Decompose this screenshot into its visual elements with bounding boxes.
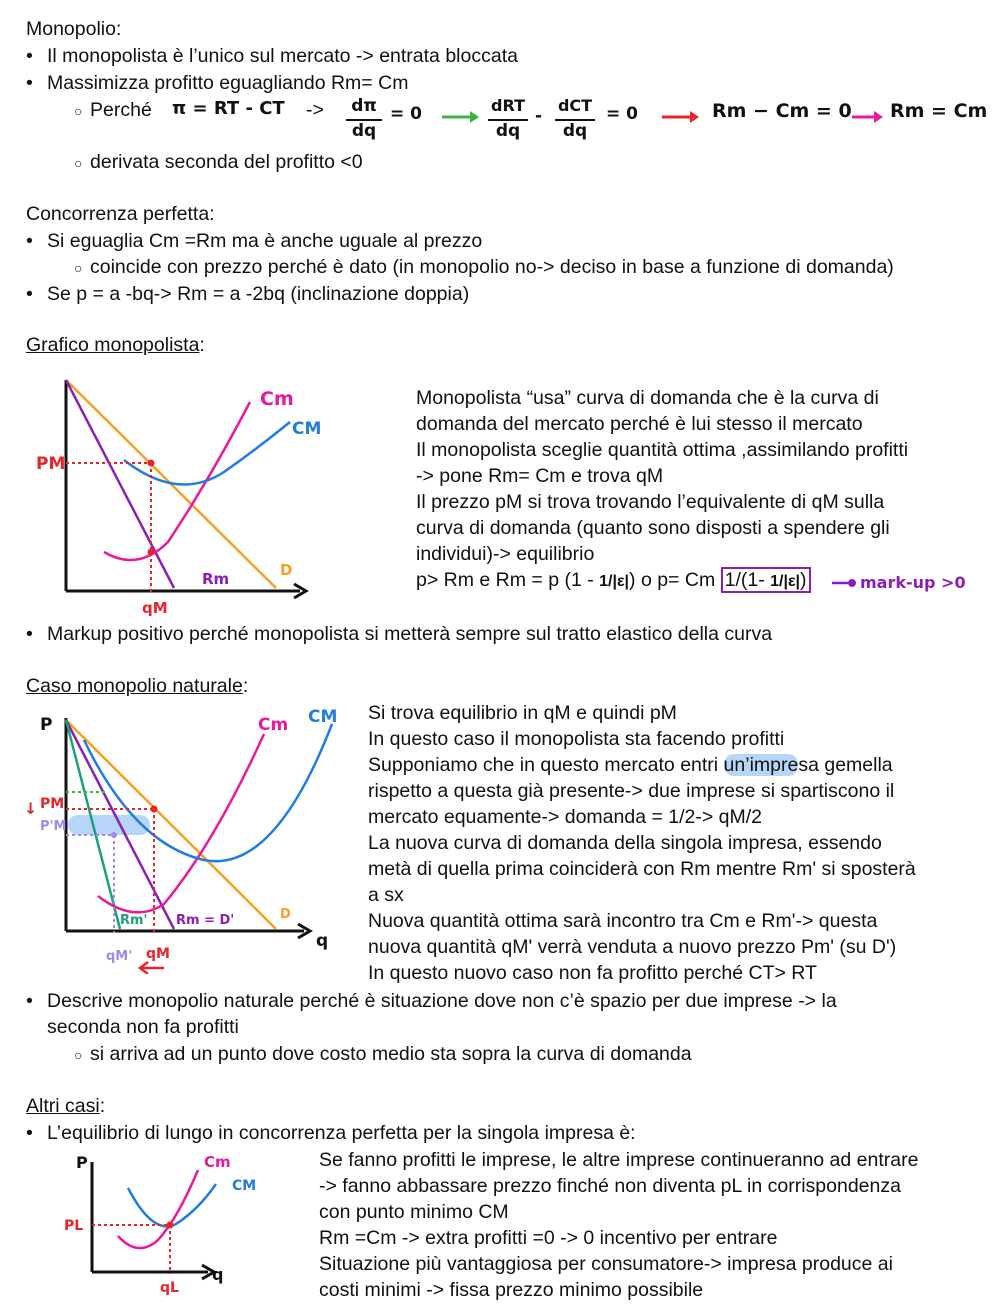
- highlighted-text: un’impre: [723, 754, 799, 776]
- label-cm-avg: CM: [308, 707, 338, 727]
- heading-altri: Altri casi:: [26, 1095, 106, 1117]
- formula-rm-cm-0: Rm − Cm = 0: [712, 100, 852, 122]
- label-p: P: [40, 715, 53, 735]
- label-qm2: qM': [106, 949, 133, 964]
- label-rm2: Rm': [120, 913, 148, 928]
- text-line: Supponiamo che in questo mercato entri un’impresa gemella: [368, 754, 893, 776]
- text-line: Situazione più vantaggiosa per consumatore-> impresa produce ai: [319, 1253, 893, 1275]
- label-q: q: [316, 931, 329, 951]
- text-line: nuova quantità qM' verrà venduta a nuovo prezzo Pm' (su D'): [368, 936, 897, 958]
- marginal-cost-curve: [118, 1170, 198, 1248]
- text-line: curva di domanda (quanto sono disposti a spendere gli: [416, 517, 890, 539]
- green-arrow-icon: [440, 106, 480, 126]
- bullet-item: • Markup positivo perché monopolista si metterà sempre sul tratto elastico della curva: [26, 621, 772, 647]
- label-rm-d: Rm = D': [176, 913, 235, 928]
- bullet-item: • Si eguaglia Cm =Rm ma è anche uguale al prezzo: [26, 228, 482, 254]
- label-pm: PM: [40, 796, 65, 812]
- text-line: Se fanno profitti le imprese, le altre imprese continueranno ad entrare: [319, 1149, 919, 1171]
- bullet-continuation: seconda non fa profitti: [47, 1016, 239, 1038]
- label-cm-marg: Cm: [260, 388, 294, 410]
- text-line: Nuova quantità ottima sarà incontro tra Cm e Rm'-> questa: [368, 910, 878, 932]
- markup-note: mark-up >0: [860, 573, 966, 592]
- purple-arrow-icon: [830, 574, 858, 592]
- formula-dq: dq: [351, 121, 377, 141]
- bullet-item: • Il monopolista è l’unico sul mercato -> entrata bloccata: [26, 43, 518, 69]
- text-line: In questo caso il monopolista sta facendo profitti: [368, 728, 785, 750]
- label-d: D: [280, 907, 291, 922]
- sub-bullet-item: ○ coincide con prezzo perché è dato (in monopolio no-> deciso in base a funzione di domanda): [74, 256, 894, 278]
- bullet-item: • Massimizza profitto eguagliando Rm= Cm: [26, 70, 408, 96]
- text-line: con punto minimo CM: [319, 1201, 509, 1223]
- text-line: rispetto a questa già presente-> due imprese si spartiscono il: [368, 780, 895, 802]
- text-line: costi minimi -> fissa prezzo minimo possibile: [319, 1279, 704, 1301]
- label-d: D: [280, 561, 293, 579]
- marginal-revenue-curve: [66, 380, 174, 588]
- bullet-item: • L’equilibrio di lungo in concorrenza perfetta per la singola impresa è:: [26, 1120, 636, 1146]
- sub-bullet-item: ○ si arriva ad un punto dove costo medio sta sopra la curva di domanda: [74, 1043, 692, 1065]
- formula-dq: dq: [562, 121, 588, 141]
- label-cm-marg: Cm: [204, 1153, 231, 1171]
- text-line: La nuova curva di domanda della singola impresa, essendo: [368, 832, 882, 854]
- bullet-item: • Descrive monopolio naturale perché è situazione dove non c’è spazio per due imprese -> la: [26, 988, 837, 1014]
- sub-bullet-item: ○ Perché: [74, 99, 152, 121]
- label-pm2: P'M: [40, 819, 67, 834]
- red-arrow-icon: [660, 106, 700, 126]
- formula-rm-eq-cm: Rm = Cm: [890, 100, 988, 122]
- label-qm: qM: [146, 946, 170, 962]
- text-line: a sx: [368, 884, 404, 906]
- label-qm: qM: [142, 599, 168, 617]
- text-line: metà di quella prima coinciderà con Rm mentre Rm' si sposterà: [368, 858, 916, 880]
- formula-profit: π = RT - CT: [172, 98, 285, 119]
- text-line: individui)-> equilibrio: [416, 543, 595, 565]
- heading-naturale: Caso monopolio naturale:: [26, 675, 249, 697]
- new-equilibrium-point: [111, 832, 117, 838]
- average-cost-curve: [124, 422, 290, 485]
- grafico-text-block: [416, 385, 908, 595]
- label-cm-avg: CM: [232, 1178, 257, 1194]
- text-line: -> pone Rm= Cm e trova qM: [416, 465, 664, 487]
- text-line: Il prezzo pM si trova trovando l’equivalente di qM sulla: [416, 491, 885, 513]
- chart-monopolio-naturale: [14, 704, 344, 974]
- formula-eq0: = 0: [390, 104, 422, 124]
- formula-dq: dq: [495, 121, 521, 141]
- rm-cm-point: [148, 549, 155, 556]
- label-cm-avg: CM: [292, 419, 322, 439]
- markup-box: 1/(1- 1/|ε|): [721, 567, 811, 593]
- heading-concorrenza: Concorrenza perfetta:: [26, 203, 215, 225]
- altri-text-block: [319, 1147, 918, 1303]
- formula-dpi: dπ: [351, 96, 377, 116]
- formula-minus: -: [535, 106, 543, 126]
- equilibrium-point: [167, 1222, 174, 1229]
- equilibrium-point: [148, 460, 155, 467]
- markup-formula: p> Rm e Rm = p (1 - 1/|ε|) o p= Cm 1/(1- 1/|ε|): [416, 567, 908, 595]
- equilibrium-point: [151, 806, 158, 813]
- text-line: Il monopolista sceglie quantità ottima ,assimilando profitti: [416, 439, 909, 461]
- label-q: q: [212, 1265, 224, 1284]
- text-line: domanda del mercato perché è lui stesso il mercato: [416, 413, 863, 435]
- text-line: In questo nuovo caso non fa profitto perché CT> RT: [368, 962, 817, 984]
- chart-lungo-periodo: [58, 1148, 278, 1298]
- formula-dct: dCT: [557, 96, 593, 115]
- label-cm-marg: Cm: [258, 715, 289, 735]
- bullet-item: • Se p = a -bq-> Rm = a -2bq (inclinazione doppia): [26, 281, 469, 307]
- label-pl: PL: [64, 1218, 84, 1234]
- text-line: Rm =Cm -> extra profitti =0 -> 0 incentivo per entrare: [319, 1227, 778, 1249]
- magenta-arrow-icon: [850, 106, 884, 126]
- chart-monopolista: [28, 372, 328, 622]
- profit-highlight: [68, 815, 150, 835]
- label-ql: qL: [160, 1280, 179, 1296]
- formula-eq0: = 0: [606, 104, 638, 124]
- marginal-cost-curve: [104, 402, 250, 560]
- down-arrow-icon: ↓: [24, 799, 38, 818]
- label-pm: PM: [36, 454, 66, 474]
- text-line: Monopolista “usa” curva di domanda che è la curva di: [416, 387, 879, 409]
- formula-arrow: ->: [306, 99, 324, 121]
- formula-drt: dRT: [491, 96, 525, 115]
- heading-monopolio: Monopolio:: [26, 18, 122, 40]
- text-line: mercato equamente-> domanda = 1/2-> qM/2: [368, 806, 763, 828]
- text-line: -> fanno abbassare prezzo finché non diventa pL in corrispondenza: [319, 1175, 901, 1197]
- heading-grafico: Grafico monopolista:: [26, 334, 205, 356]
- label-p: P: [76, 1153, 88, 1172]
- sub-bullet-item: ○ derivata seconda del profitto <0: [74, 151, 363, 173]
- naturale-text-block: [368, 700, 916, 986]
- label-rm: Rm: [202, 570, 230, 588]
- text-line: Si trova equilibrio in qM e quindi pM: [368, 702, 677, 724]
